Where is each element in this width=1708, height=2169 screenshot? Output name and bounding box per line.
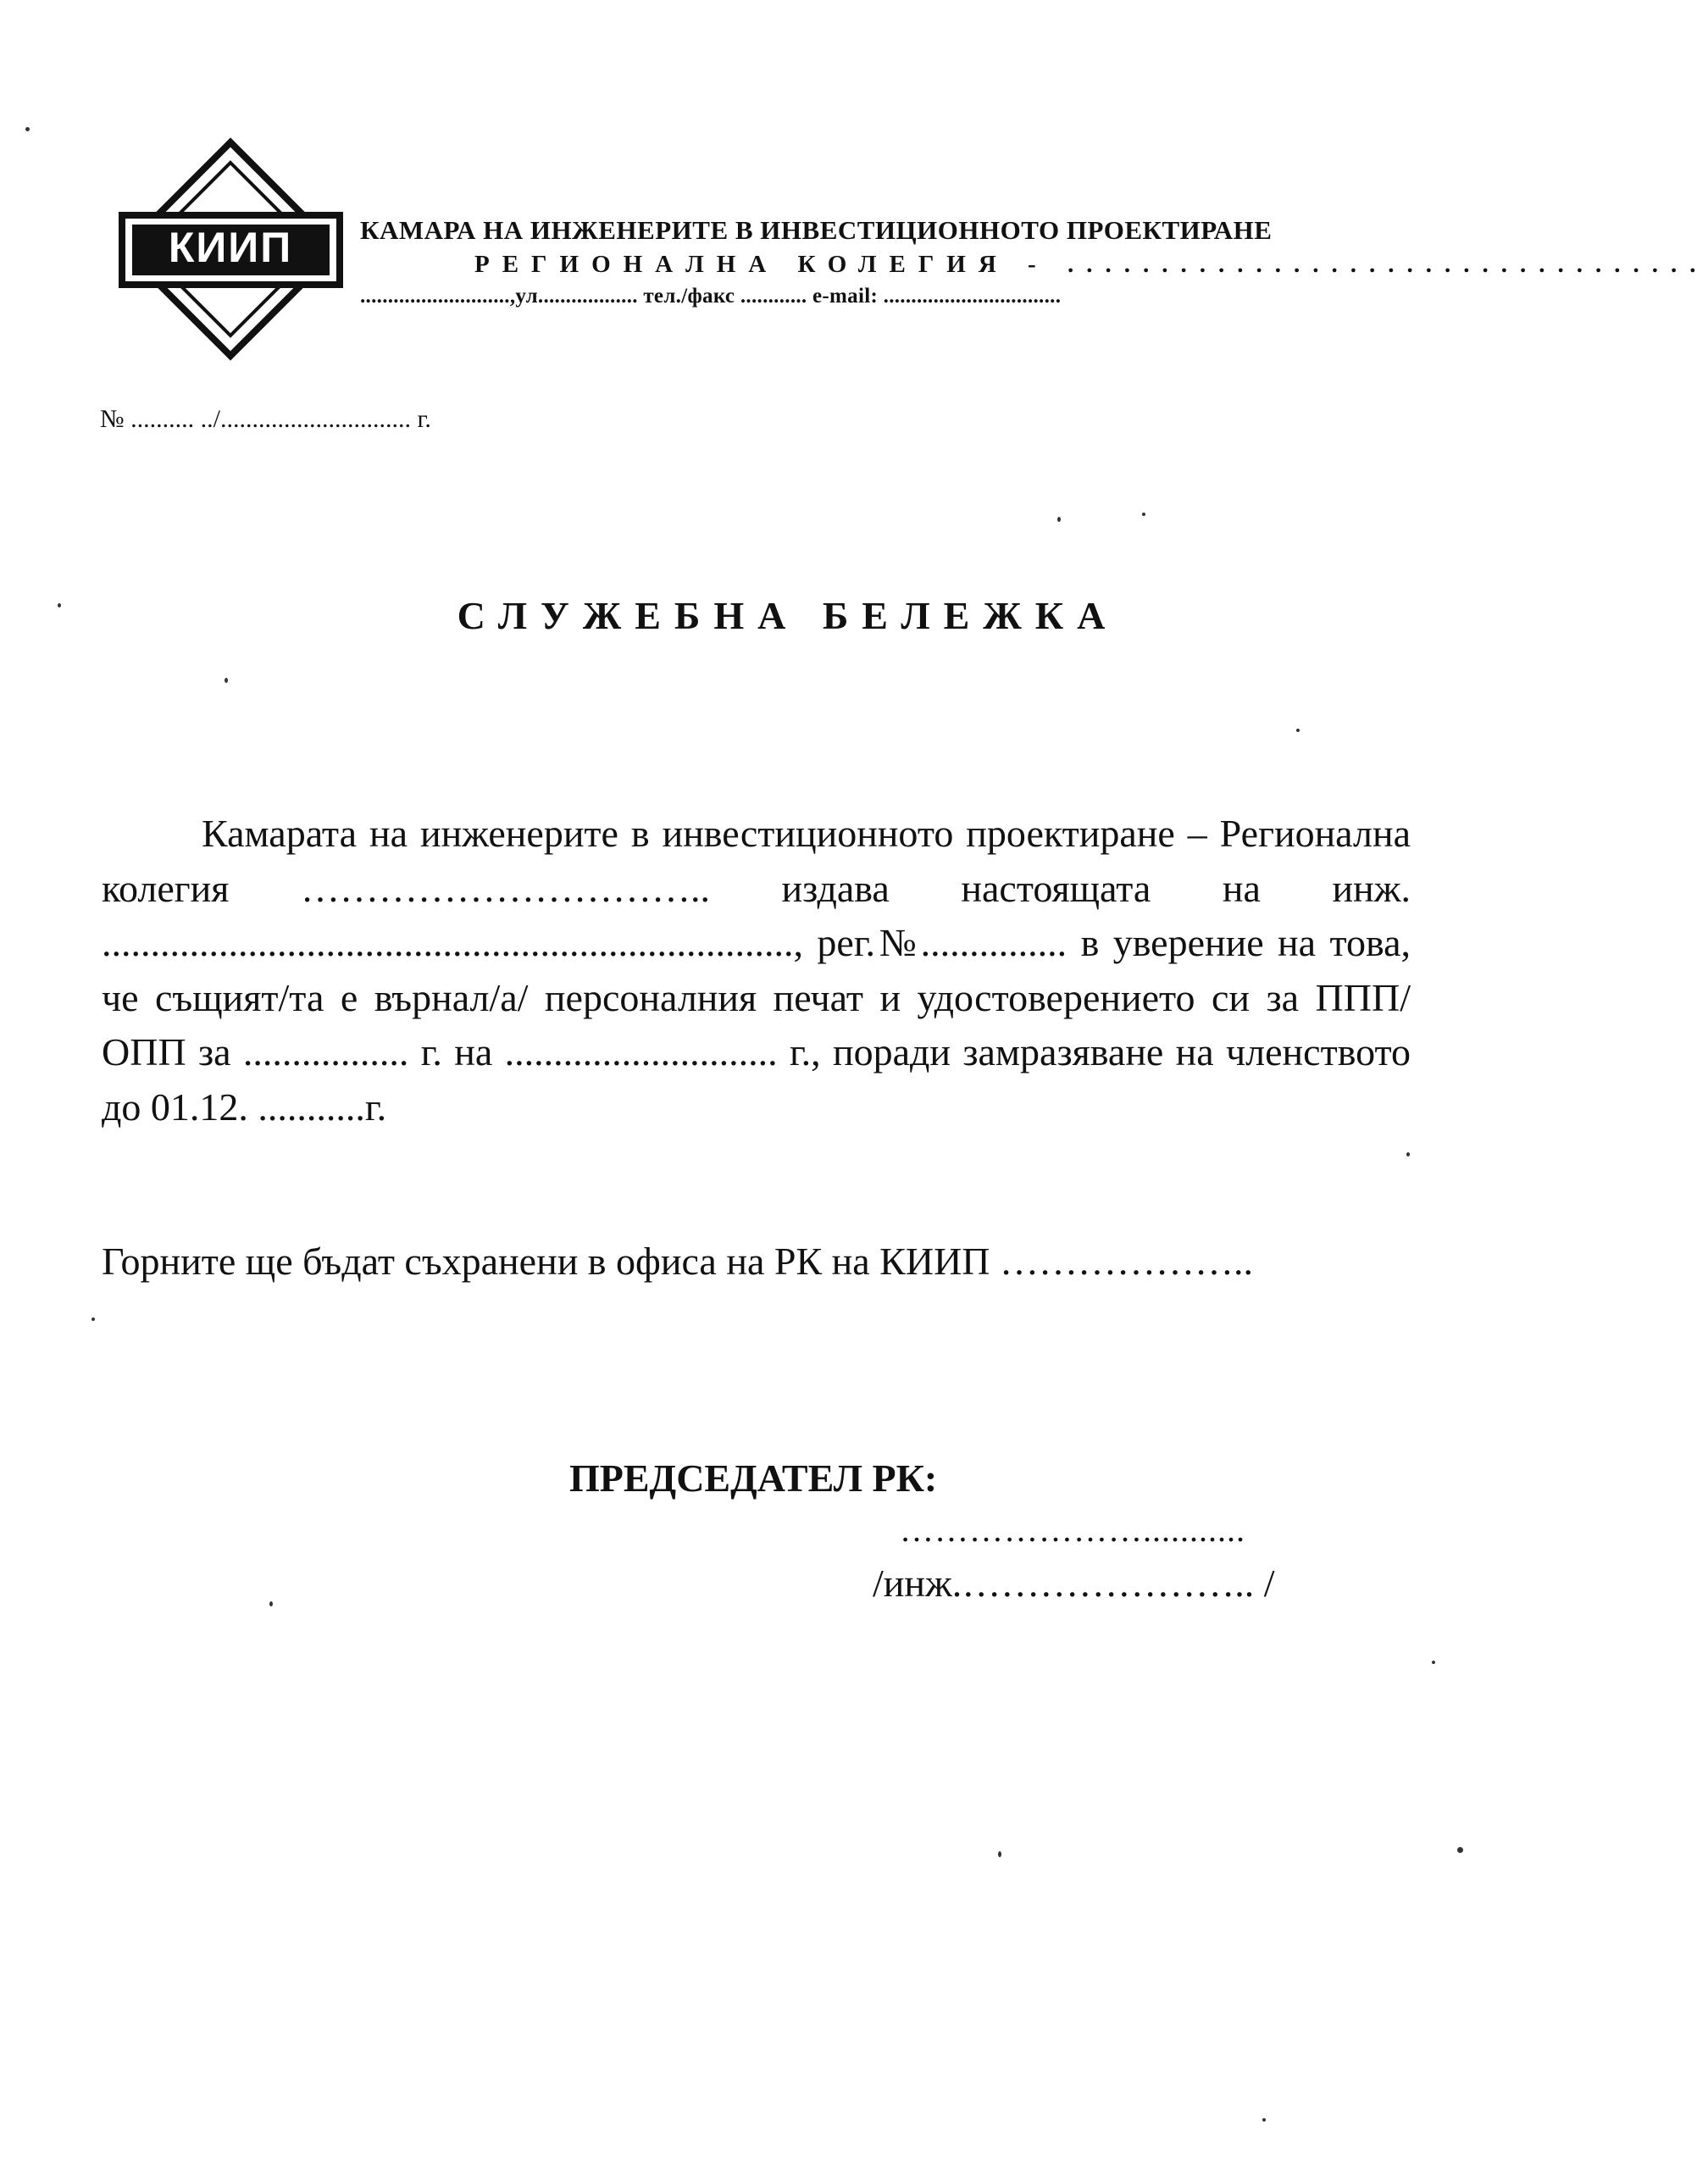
college-line: РЕГИОНАЛНА КОЛЕГИЯ - .................................. xyxy=(474,251,1708,278)
scan-speck xyxy=(58,603,61,607)
org-name: КАМАРА НА ИНЖЕНЕРИТЕ В ИНВЕСТИЦИОННОТО ПРОЕКТИРАНЕ xyxy=(360,215,1273,245)
chair-label: ПРЕДСЕДАТЕЛ РК: xyxy=(569,1456,938,1500)
signatory-name-line: /инж.………………….. / xyxy=(873,1562,1275,1605)
document-title: СЛУЖЕБНА БЕЛЕЖКА xyxy=(457,594,1119,637)
paragraph-1-text: Камарата на инженерите в инвестиционното проектиране – Регионална колегия ………………………….. издава настоящата на инж. ......................................................................., рег.№............... в уверение на това, че същият/та е върнал/а/ персоналния печат и удостоверението си за ППП/ОПП за ................. г. на ............................ г., поради замразяване на членството до 01.12. ...........г. xyxy=(102,812,1411,1129)
scan-speck xyxy=(92,1317,95,1321)
scan-speck xyxy=(1142,513,1145,516)
body-paragraph-1 xyxy=(102,807,1411,1134)
body-paragraph-2 xyxy=(102,1234,1411,1290)
scan-speck xyxy=(1262,2118,1266,2122)
scan-speck xyxy=(269,1601,273,1606)
kiip-logo xyxy=(119,137,343,362)
scan-speck xyxy=(1296,729,1300,732)
scan-speck xyxy=(25,127,30,131)
scan-speck xyxy=(1057,517,1061,522)
scan-speck xyxy=(998,1851,1001,1857)
scan-speck xyxy=(1406,1152,1410,1157)
scan-speck xyxy=(225,678,228,683)
signature-line: …………………........... xyxy=(900,1511,1245,1549)
svg-text:КИИП: КИИП xyxy=(168,224,293,271)
scan-speck xyxy=(1457,1847,1463,1853)
scan-speck xyxy=(1432,1661,1435,1664)
contact-line: ...........................,ул.................. тел./факс ............ e-mail: ................................ xyxy=(360,285,1062,308)
letterhead xyxy=(360,214,1708,312)
paragraph-2-text: Горните ще бъдат съхранени в офиса на РК на КИИП ……………….. xyxy=(102,1240,1254,1283)
document-number: № .......... ../.............................. г. xyxy=(100,405,431,433)
